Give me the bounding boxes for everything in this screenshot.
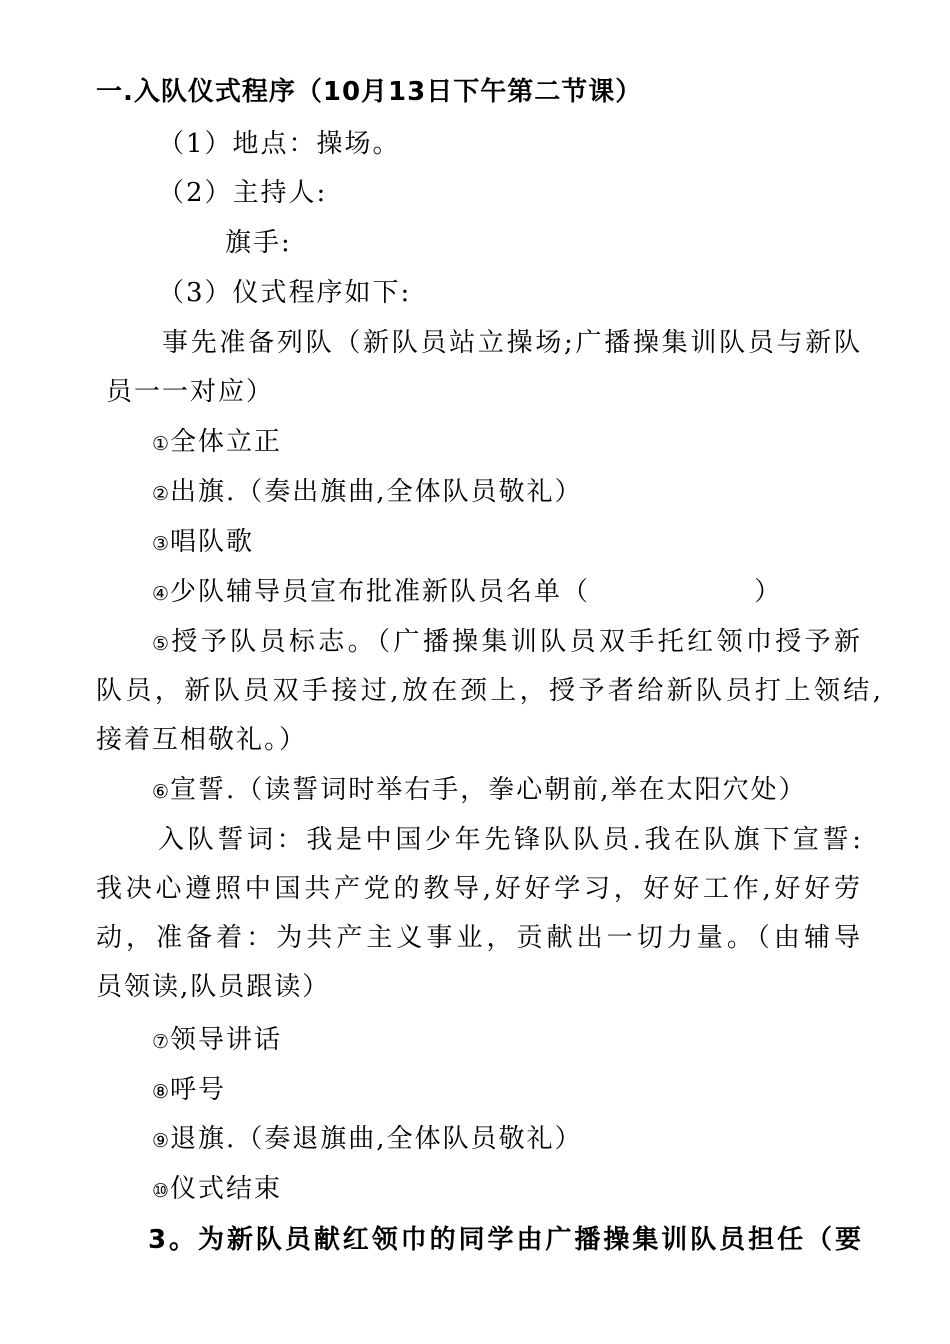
prep-paragraph-line1: 事先准备列队（新队员站立操场;广播操集训队员与新队 — [162, 328, 862, 358]
section-heading: 一.入队仪式程序（10月13日下午第二节课） — [96, 77, 643, 107]
step-text: 出旗.（奏出旗曲,全体队员敬礼） — [170, 477, 583, 507]
oath-line3: 动，准备着：为共产主义事业，贡献出一切力量。（由辅导 — [96, 923, 862, 953]
item-procedure: （3）仪式程序如下: — [158, 278, 412, 308]
step-number: ⑦ — [152, 1031, 170, 1053]
step-text: 退旗.（奏退旗曲,全体队员敬礼） — [170, 1124, 583, 1154]
step-10 — [152, 1172, 282, 1208]
step-number: ⑥ — [152, 781, 170, 803]
step-5-line3: 接着互相敬礼。） — [96, 725, 308, 755]
step-number: ③ — [152, 533, 170, 555]
step-4 — [152, 575, 782, 611]
step-5 — [152, 625, 862, 661]
step-9 — [152, 1122, 583, 1158]
item-host: （2）主持人: — [158, 178, 328, 208]
step-6 — [152, 773, 807, 809]
item-flagbearer: 旗手: — [225, 228, 292, 258]
step-2 — [152, 475, 583, 511]
oath-line1: 入队誓词：我是中国少年先锋队队员.我在队旗下宣誓: — [158, 825, 863, 855]
step-7 — [152, 1023, 282, 1059]
prep-paragraph-line2: 员一一对应） — [106, 377, 275, 407]
step-number: ② — [152, 483, 170, 505]
step-text: 宣誓.（读誓词时举右手，拳心朝前,举在太阳穴处） — [170, 775, 807, 805]
step-number: ⑤ — [152, 633, 171, 655]
item-location: （1）地点：操场。 — [158, 129, 401, 159]
step-text: 呼号 — [170, 1075, 227, 1105]
step-text: 少队辅导员宣布批准新队员名单（ ） — [170, 577, 783, 607]
step-text: 唱队歌 — [170, 527, 255, 557]
step-text: 授予队员标志。（广播操集训队员双手托红领巾授予新 — [171, 627, 862, 657]
step-8 — [152, 1073, 226, 1109]
step-number: ⑧ — [152, 1081, 170, 1103]
step-number: ① — [152, 433, 170, 455]
step-text: 仪式结束 — [170, 1174, 283, 1204]
step-number: ④ — [152, 583, 170, 605]
step-5-line2: 队员，新队员双手接过,放在颈上，授予者给新队员打上领结, — [96, 676, 882, 706]
section-3: 3。为新队员献红领巾的同学由广播操集训队员担任（要 — [148, 1225, 862, 1255]
oath-line2: 我决心遵照中国共产党的教导,好好学习，好好工作,好好劳 — [96, 874, 862, 904]
oath-line4: 员领读,队员跟读） — [96, 972, 331, 1002]
step-number: ⑨ — [152, 1130, 170, 1152]
step-number: ⑩ — [152, 1180, 170, 1202]
step-text: 全体立正 — [170, 427, 283, 457]
step-3 — [152, 525, 254, 561]
step-text: 领导讲话 — [170, 1025, 283, 1055]
step-1 — [152, 425, 282, 461]
